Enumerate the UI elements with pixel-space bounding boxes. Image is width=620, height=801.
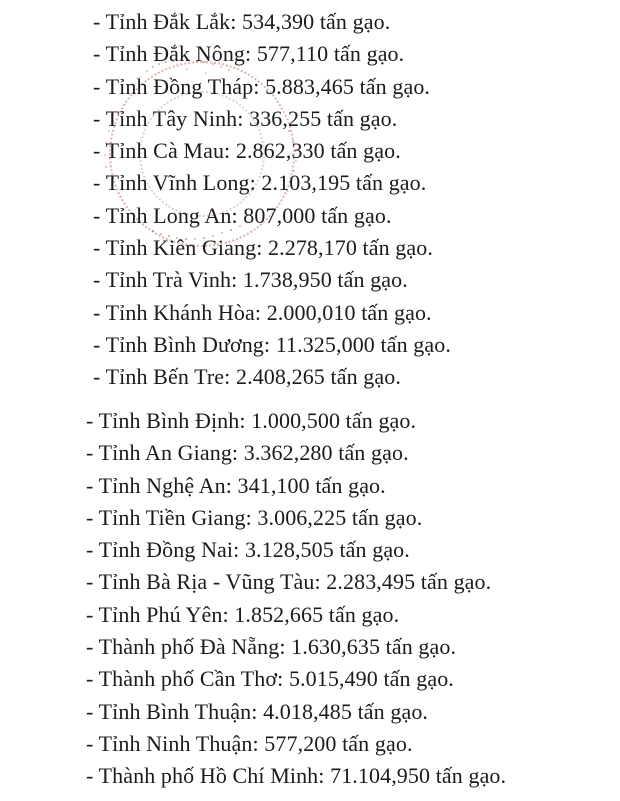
province-list-group-2: [86, 405, 506, 793]
province-line: - Thành phố Đà Nẵng: 1.630,635 tấn gạo.: [86, 634, 457, 660]
province-line: - Tỉnh Kiên Giang: 2.278,170 tấn gạo.: [93, 235, 433, 261]
province-line: - Tỉnh Bình Dương: 11.325,000 tấn gạo.: [93, 331, 451, 357]
province-line: - Tỉnh Long An: 807,000 tấn gạo.: [93, 202, 392, 228]
province-line: - Tỉnh Trà Vinh: 1.738,950 tấn gạo.: [93, 267, 408, 293]
province-line: - Tỉnh Khánh Hòa: 2.000,010 tấn gạo.: [93, 299, 432, 325]
province-line: - Tỉnh Đồng Tháp: 5.883,465 tấn gạo.: [93, 73, 431, 99]
province-line: - Tỉnh Tây Ninh: 336,255 tấn gạo.: [93, 105, 398, 131]
province-line: - Tỉnh Phú Yên: 1.852,665 tấn gạo.: [86, 601, 400, 627]
province-line: - Tỉnh Vĩnh Long: 2.103,195 tấn gạo.: [93, 170, 427, 196]
province-line: - Tỉnh Tiền Giang: 3.006,225 tấn gạo.: [86, 504, 423, 530]
province-line: - Tỉnh Bình Định: 1.000,500 tấn gạo.: [86, 408, 417, 433]
province-line: - Tỉnh Cà Mau: 2.862,330 tấn gạo.: [93, 138, 401, 164]
province-line: - Tỉnh Nghệ An: 341,100 tấn gạo.: [86, 472, 386, 498]
province-line: - Thành phố Cần Thơ: 5.015,490 tấn gạo.: [86, 666, 454, 692]
province-list-group-1: [93, 6, 451, 394]
seal-speckles-bottom: [0, 0, 2, 2]
province-line: - Tỉnh Bến Tre: 2.408,265 tấn gạo.: [93, 364, 401, 390]
province-line: - Tỉnh Ninh Thuận: 577,200 tấn gạo.: [86, 730, 413, 756]
seal-speckles-sides: [0, 0, 2, 2]
province-line: - Thành phố Hồ Chí Minh: 71.104,950 tấn gạo.: [86, 763, 507, 789]
province-line: - Tỉnh An Giang: 3.362,280 tấn gạo.: [86, 440, 409, 466]
province-line: - Tỉnh Bình Thuận: 4.018,485 tấn gạo.: [86, 698, 429, 724]
seal-speckles-top: [0, 0, 2, 2]
province-line: - Tỉnh Đồng Nai: 3.128,505 tấn gạo.: [86, 537, 410, 563]
province-line: - Tỉnh Đắk Nông: 577,110 tấn gạo.: [93, 41, 405, 67]
province-line: - Tỉnh Bà Rịa - Vũng Tàu: 2.283,495 tấn gạo.: [86, 569, 492, 595]
province-line: - Tỉnh Đắk Lắk: 534,390 tấn gạo.: [93, 9, 391, 34]
